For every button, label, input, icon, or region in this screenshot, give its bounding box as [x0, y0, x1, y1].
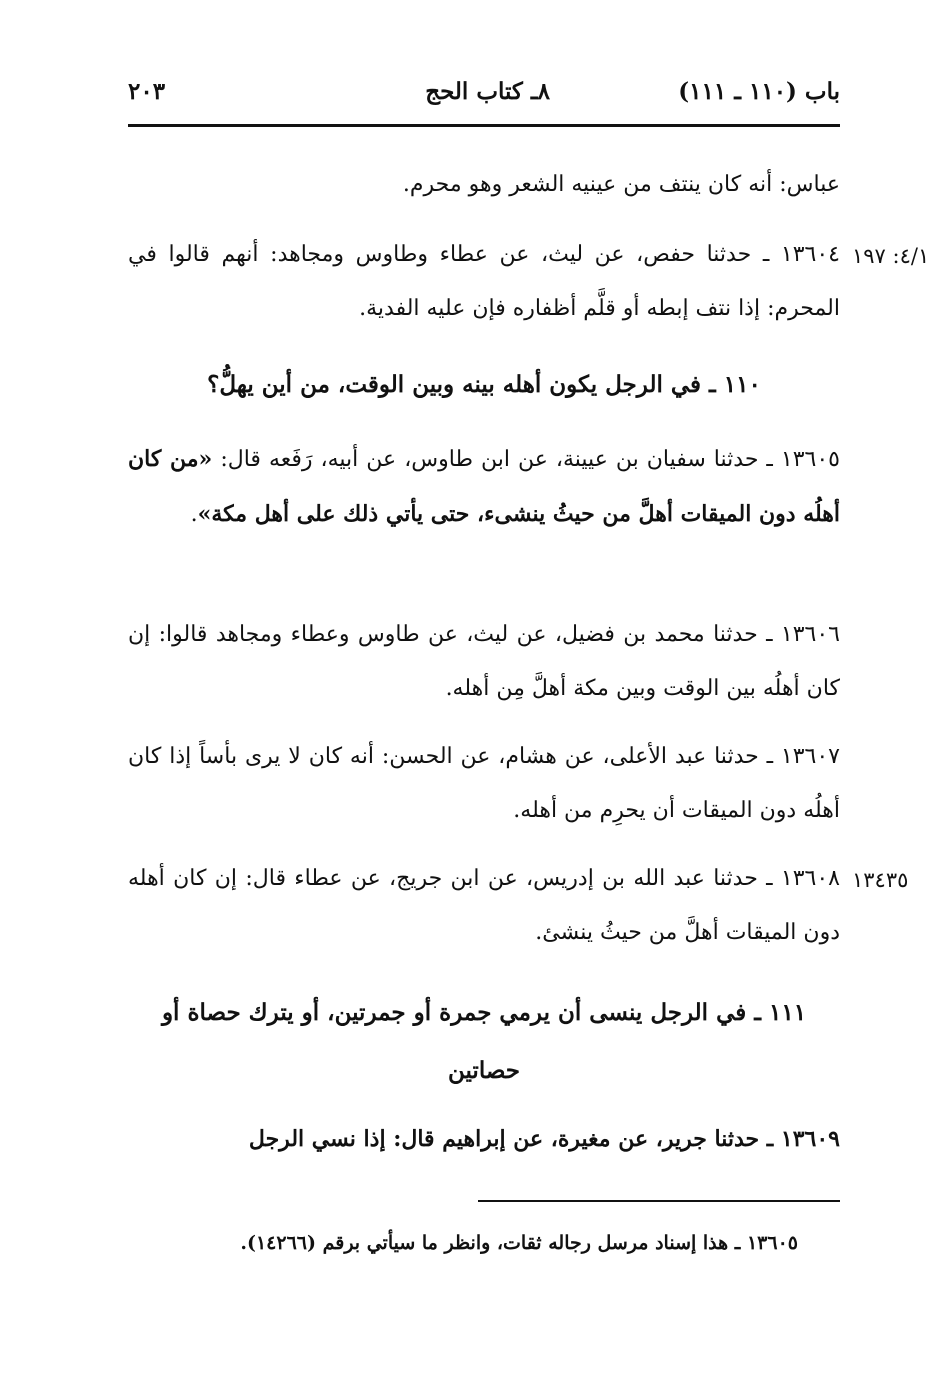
footnote: ١٣٦٠٥ ـ هذا إسناد مرسل رجاله ثقات، وانظر ما سيأتي برقم (١٤٢٦٦). — [240, 1232, 798, 1254]
margin-reference: ٤/١: ١٩٧ — [852, 244, 930, 268]
paragraph-continuation: عباس: أنه كان ينتف من عينيه الشعر وهو محرم. — [402, 172, 840, 197]
chapter-range: باب (١١٠ ـ ١١١) — [678, 78, 840, 105]
hadith-13606: ١٣٦٠٦ ـ حدثنا محمد بن فضيل، عن ليث، عن طاوس وعطاء ومجاهد قالوا: إن كان أهلُه بين الوقت وبين مكة أهلَّ مِن أهله. — [128, 622, 840, 701]
hadith-13608: ١٣٦٠٨ ـ حدثنا عبد الله بن إدريس، عن ابن جريج، عن عطاء قال: إن كان أهله دون الميقات أهلَّ من حيثُ ينشئ. — [128, 866, 840, 945]
hadith-13605-lead: ١٣٦٠٥ ـ حدثنا سفيان بن عيينة، عن ابن طاوس، عن أبيه، رَفَعه قال: — [212, 447, 840, 472]
hadith-13605 — [128, 432, 840, 542]
chapter-heading-111: ١١١ ـ في الرجل ينسى أن يرمي جمرة أو جمرتين، أو يترك حصاة أو حصاتين — [161, 999, 807, 1084]
page-number: ٢٠٣ — [128, 78, 166, 105]
book-title: ٨ـ كتاب الحج — [425, 78, 550, 105]
header-rule — [128, 124, 840, 127]
hadith-13605-end: . — [190, 502, 198, 527]
hadith-13609: ١٣٦٠٩ ـ حدثنا جرير، عن مغيرة، عن إبراهيم قال: إذا نسي الرجل — [248, 1126, 840, 1152]
hadith-13607: ١٣٦٠٧ ـ حدثنا عبد الأعلى، عن هشام، عن الحسن: أنه كان لا يرى بأساً إذا كان أهلُه دون الميقات أن يحرِم من أهله. — [128, 744, 840, 823]
footnote-rule — [478, 1200, 840, 1202]
hadith-13605-quote: «من كان أهلُه دون الميقات أهلَّ من حيثُ ينشىء، حتى يأتي ذلك على أهل مكة» — [128, 446, 840, 527]
hadith-13604: ١٣٦٠٤ ـ حدثنا حفص، عن ليث، عن عطاء وطاوس ومجاهد: أنهم قالوا في المحرم: إذا نتف إبطه أو قلَّم أظفاره فإن عليه الفدية. — [128, 242, 840, 321]
chapter-heading-110: ١١٠ ـ في الرجل يكون أهله بينه وبين الوقت، من أين يهلُّ؟ — [207, 371, 761, 398]
margin-reference: ١٣٤٣٥ — [852, 868, 909, 892]
page-header — [128, 78, 840, 122]
